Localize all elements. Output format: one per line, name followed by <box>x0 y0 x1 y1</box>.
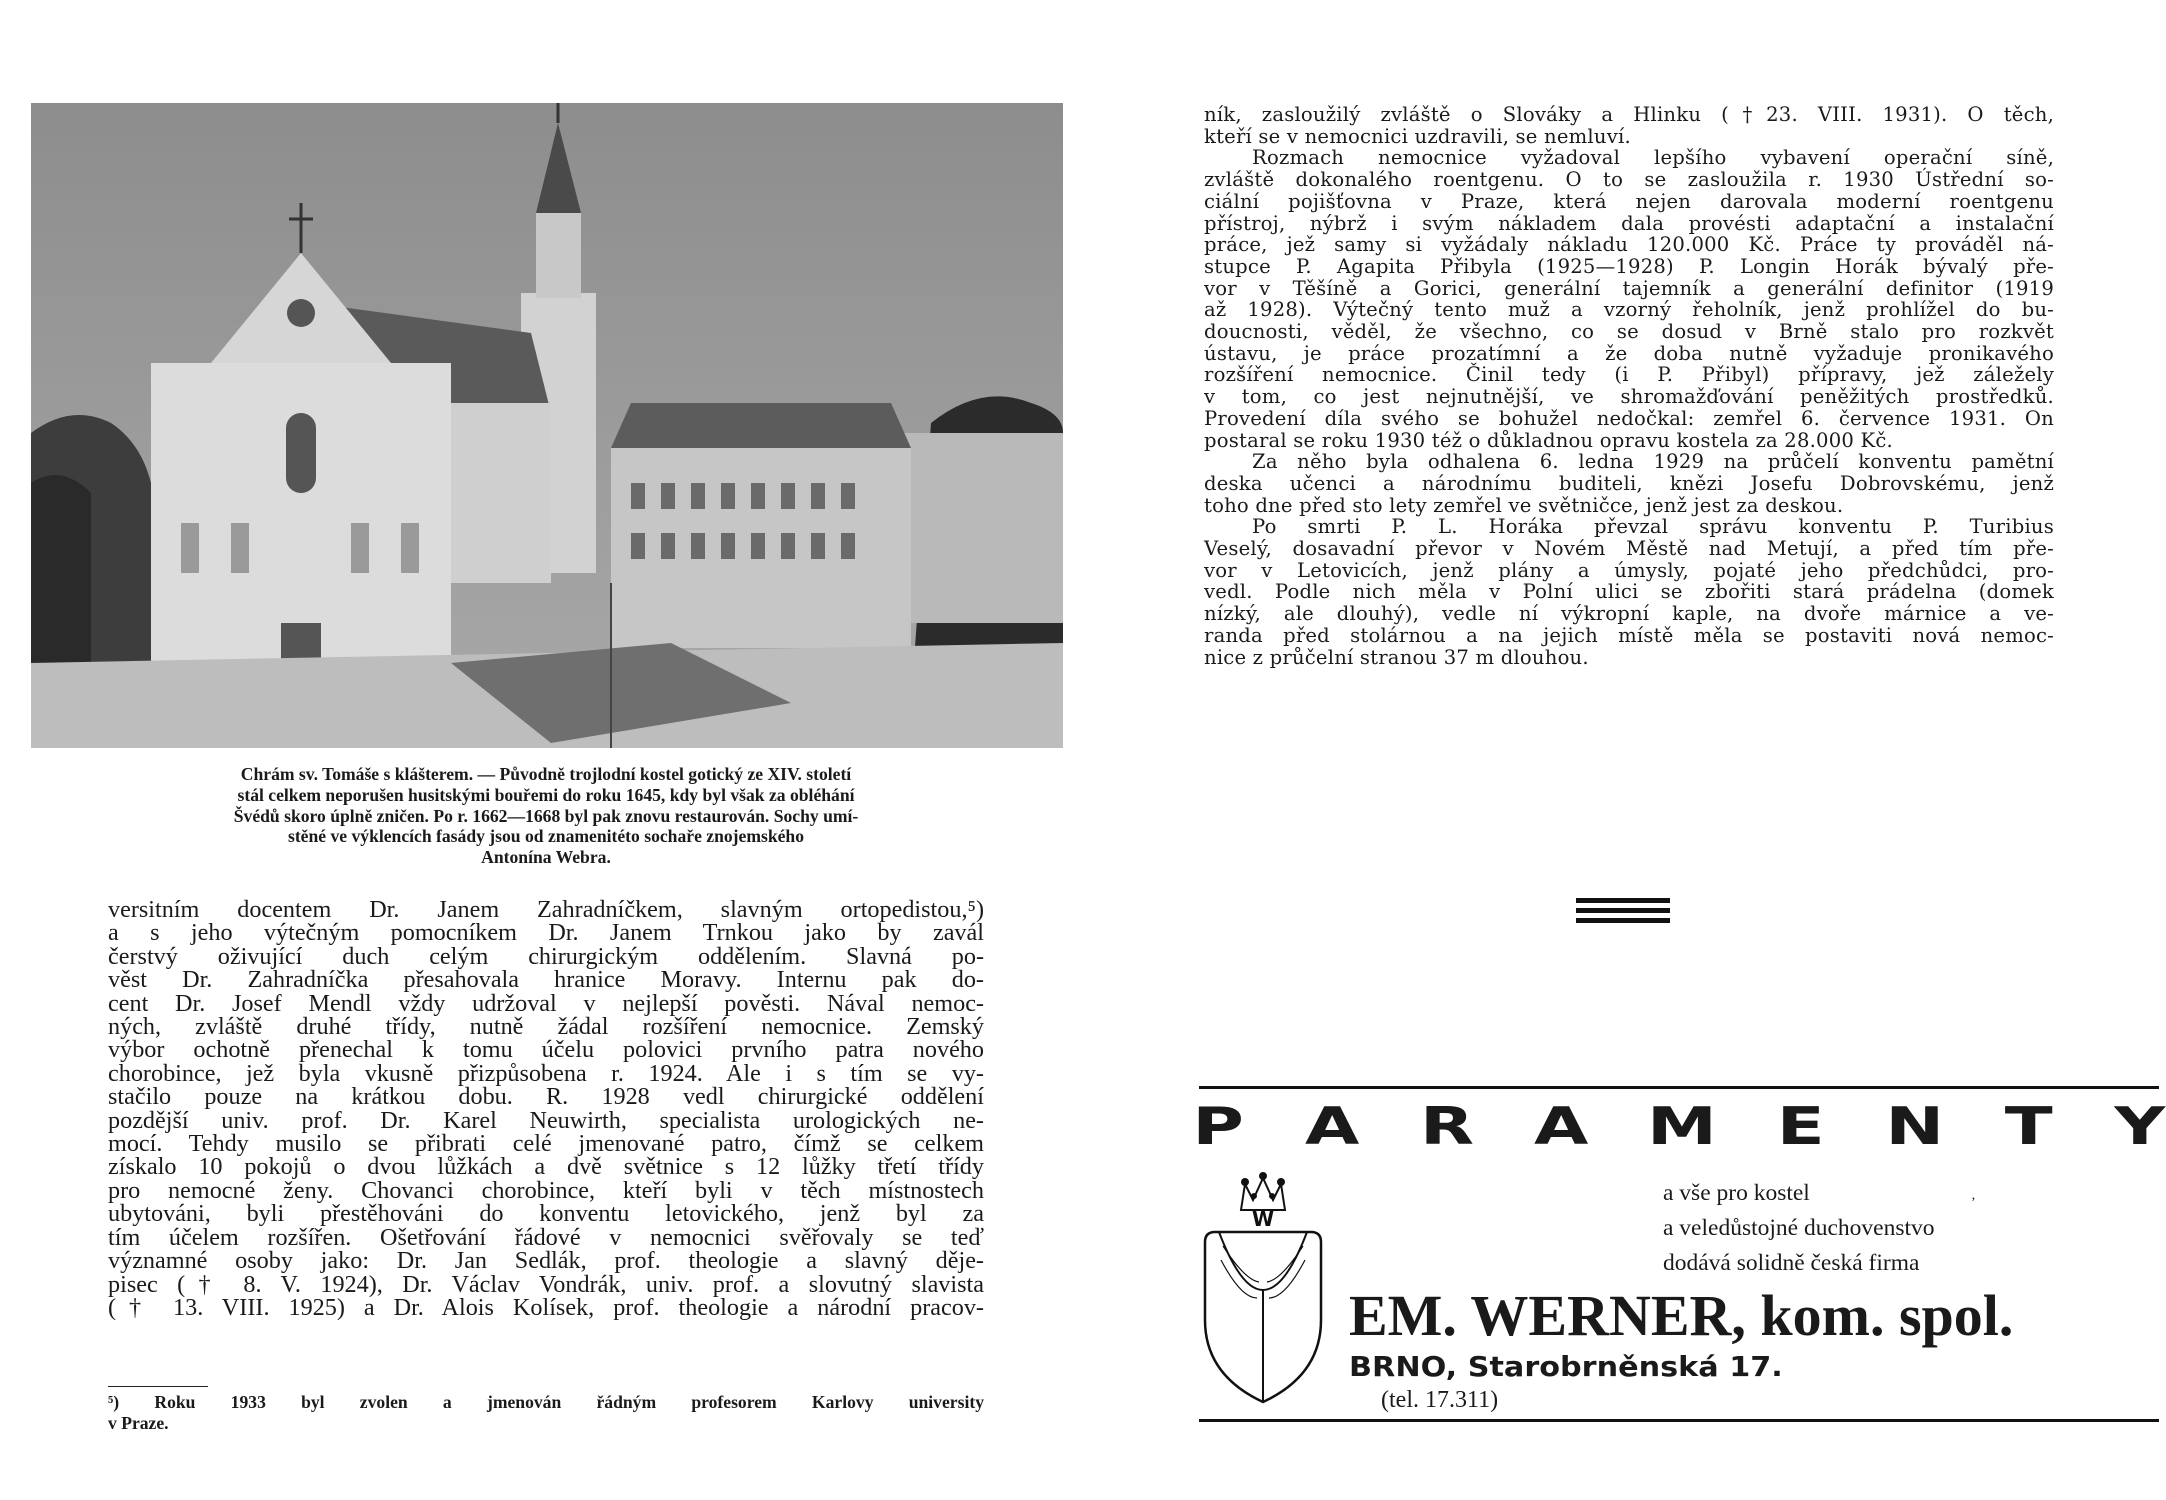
text-line: zvláště dokonalého roentgenu. O to se zasloužila r. 1930 Ústřední so- <box>1204 168 2054 192</box>
text-line: nízký, ale dlouhý), vedle ní výkropní kaple, na dvoře márnice a ve- <box>1204 602 2054 626</box>
text-line: doucnosti, věděl, že všechno, co se dosud v Brně stalo pro rozkvět <box>1204 320 2054 344</box>
text-line: ciální pojišťovna v Praze, která nejen darovala moderní roentgenu <box>1204 189 2054 213</box>
caption-line: Antonína Webra. <box>481 847 611 868</box>
text-line: v tom, co jest nejnutnější, ve shromažďování peněžitých prostředků. <box>1204 385 2054 409</box>
text-line: Provedení díla svého se bohužel nedočkal: zemřel 6. července 1931. On <box>1204 406 2054 430</box>
text-line: přístroj, nýbrž i svým nákladem dala provésti adaptační a instalační <box>1204 211 2054 235</box>
text-line: vedl. Podle nich měla v Polní ulici se zbořiti stará prádelna (domek <box>1204 580 2054 604</box>
title-letter: A <box>1304 1097 1360 1157</box>
footnote <box>108 1392 984 1434</box>
title-letter: P <box>1192 1097 1244 1157</box>
text-line: Veselý, dosavadní převor v Novém Městě nad Metují, a před tím pře- <box>1204 537 2054 561</box>
text-line: a s jeho výtečným pomocníkem Dr. Janem Trnkou jako by zavál <box>108 919 984 947</box>
text-line: tím účelem rozšířen. Ošetřování řádové v nemocnici svěřovaly se teď <box>108 1223 984 1251</box>
footnote-rule <box>108 1386 208 1387</box>
print-mark-icon: ‚ <box>1971 1188 1976 1203</box>
photo-caption <box>108 764 984 868</box>
title-letter: T <box>2004 1097 2053 1157</box>
text-line: čerstvý oživující duch celým chirurgickým oddělením. Slavná po- <box>108 942 984 970</box>
church-photo-illustration <box>31 103 1063 748</box>
ad-line: dodává solidně česká firma <box>1663 1250 1920 1276</box>
company-address: BRNO, Starobrněnská 17. <box>1349 1350 1783 1383</box>
text-line: deska učenci a národnímu buditeli, knězi Josefu Dobrovskému, jenž <box>1204 471 2054 495</box>
text-line: až 1928). Výtečný tento muž a vzorný řeholník, jenž prohlížel do bu- <box>1204 298 2054 322</box>
text-line: toho dne před sto lety zemřel ve světničce, jenž jest za deskou. <box>1204 493 1844 517</box>
caption-line: stěné ve výklencích fasády jsou od znamenitéto sochaře znojemského <box>287 826 805 847</box>
text-line: práce, jež samy si vyžádaly nákladu 120.000 Kč. Práce ty prováděl ná- <box>1204 233 2054 257</box>
caption-line: stál celkem neporušen husitskými bouřemi do roku 1645, kdy byl však za obléhání <box>237 784 855 805</box>
crown-shield-logo-icon <box>1201 1170 1325 1405</box>
text-line: chorobince, jež byla vkusně přizpůsobena r. 1924. Ale i s tím se vy- <box>108 1059 984 1087</box>
text-line: randa před stolárnou a na jejich místě měla se postaviti nová nemoc- <box>1204 623 2054 647</box>
text-line: Za něho byla odhalena 6. ledna 1929 na průčelí konventu pamětní <box>1252 450 2054 474</box>
right-page <box>1083 0 2166 1500</box>
text-line: pisec († 8. V. 1924), Dr. Václav Vondrák, univ. prof. a slovutný slavista <box>108 1270 984 1298</box>
footnote-line: v Praze. <box>108 1412 169 1433</box>
text-line: nice z průčelní stranou 37 m dlouhou. <box>1204 645 1589 669</box>
advertisement-lines <box>1663 1176 1935 1281</box>
left-body-text <box>108 898 984 1319</box>
section-ornament <box>1576 898 1670 928</box>
footnote-line: ⁵) Roku 1933 byl zvolen a jmenován řádným profesorem Karlovy university <box>108 1392 984 1412</box>
text-line: pro nemocné ženy. Chovanci chorobince, kteří byli v těch místnostech <box>108 1176 984 1204</box>
ad-line: a veledůstojné duchovenstvo <box>1663 1215 1935 1241</box>
logo-letter: W <box>1251 1207 1275 1231</box>
text-line: († 13. VIII. 1925) a Dr. Alois Kolísek, prof. theologie a národní pracov- <box>108 1293 984 1321</box>
text-line: Rozmach nemocnice vyžadoval lepšího vybavení operační síně, <box>1252 146 2054 170</box>
text-line: výbor ochotně přenechal k tomu účelu polovici prvního patra nového <box>108 1036 984 1064</box>
text-line: ných, zvláště druhé třídy, nutně žádal rozšíření nemocnice. Zemský <box>108 1013 984 1041</box>
text-line: stupce P. Agapita Přibyla (1925—1928) P. Longin Horák bývalý pře- <box>1204 254 2054 278</box>
text-line: vor v Těšíně a Gorici, generální tajemník a generální definitor (1919 <box>1204 276 2054 300</box>
text-line: ubytováni, byli přestěhováni do konventu letovického, jenž byl za <box>108 1200 984 1228</box>
text-line: cent Dr. Josef Mendl vždy udržoval v nejlepší pověsti. Nával nemoc- <box>108 989 984 1017</box>
text-line: věst Dr. Zahradníčka přesahovala hranice Moravy. Internu pak do- <box>108 966 984 994</box>
text-line: pozdější univ. prof. Dr. Karel Neuwirth, specialista urologických ne- <box>108 1106 984 1134</box>
title-letter: A <box>1534 1097 1589 1157</box>
title-letter: R <box>1419 1097 1474 1157</box>
text-line: postaral se roku 1930 též o důkladnou opravu kostela za 28.000 Kč. <box>1204 428 1893 452</box>
text-line: významné osoby jako: Dr. Jan Sedlák, prof. theologie a slavný děje- <box>108 1247 984 1275</box>
company-name: EM. WERNER, kom. spol. <box>1349 1283 2014 1348</box>
text-line: Po smrti P. L. Horáka převzal správu konventu P. Turibius <box>1252 515 2054 539</box>
text-line: rozšíření nemocnice. Činil tedy (i P. Přibyl) přípravy, jež záležely <box>1204 363 2054 387</box>
title-letter: E <box>1776 1097 1825 1157</box>
company-phone: (tel. 17.311) <box>1381 1387 1499 1413</box>
text-line: ústavu, je práce prozatímní a že doba nutně vyžaduje pronikavého <box>1204 341 2054 365</box>
advertisement-title <box>1192 1097 2166 1157</box>
text-line: vor v Letovicích, jenž plány a úmysly, pojaté jeho předchůdci, pro- <box>1204 558 2054 582</box>
title-letter: Y <box>2114 1097 2166 1157</box>
right-body-text <box>1204 104 2054 668</box>
caption-line: Švédů skoro úplně zničen. Po r. 1662—1668 byl pak znovu restaurován. Sochy umí- <box>233 805 859 826</box>
text-line: získalo 10 pokojů o dvou lůžkách a dvě světnice s 12 lůžky třetí třídy <box>108 1153 984 1181</box>
advertisement-top-rule <box>1199 1086 2159 1089</box>
text-line: versitním docentem Dr. Janem Zahradníčkem, slavným ortopedistou,⁵) <box>108 896 984 923</box>
title-letter: N <box>1885 1097 1945 1157</box>
text-line: mocí. Tehdy musilo se přibrati celé jmenované patro, čímž se celkem <box>108 1130 984 1158</box>
title-letter: M <box>1647 1097 1718 1157</box>
advertisement-bottom-rule <box>1199 1419 2159 1422</box>
ad-line: a vše pro kostel <box>1663 1180 1810 1206</box>
text-line: kteří se v nemocnici uzdravili, se nemluví. <box>1204 124 1631 148</box>
text-line: ník, zasloužilý zvláště o Slováky a Hlinku (†23. VIII. 1931). O těch, <box>1204 103 2054 126</box>
church-photograph <box>31 103 1063 748</box>
text-line: stačilo pouze na krátkou dobu. R. 1928 vedl chirurgické oddělení <box>108 1083 984 1111</box>
caption-line: Chrám sv. Tomáše s klášterem. — Původně trojlodní kostel gotický ze XIV. století <box>240 764 852 784</box>
